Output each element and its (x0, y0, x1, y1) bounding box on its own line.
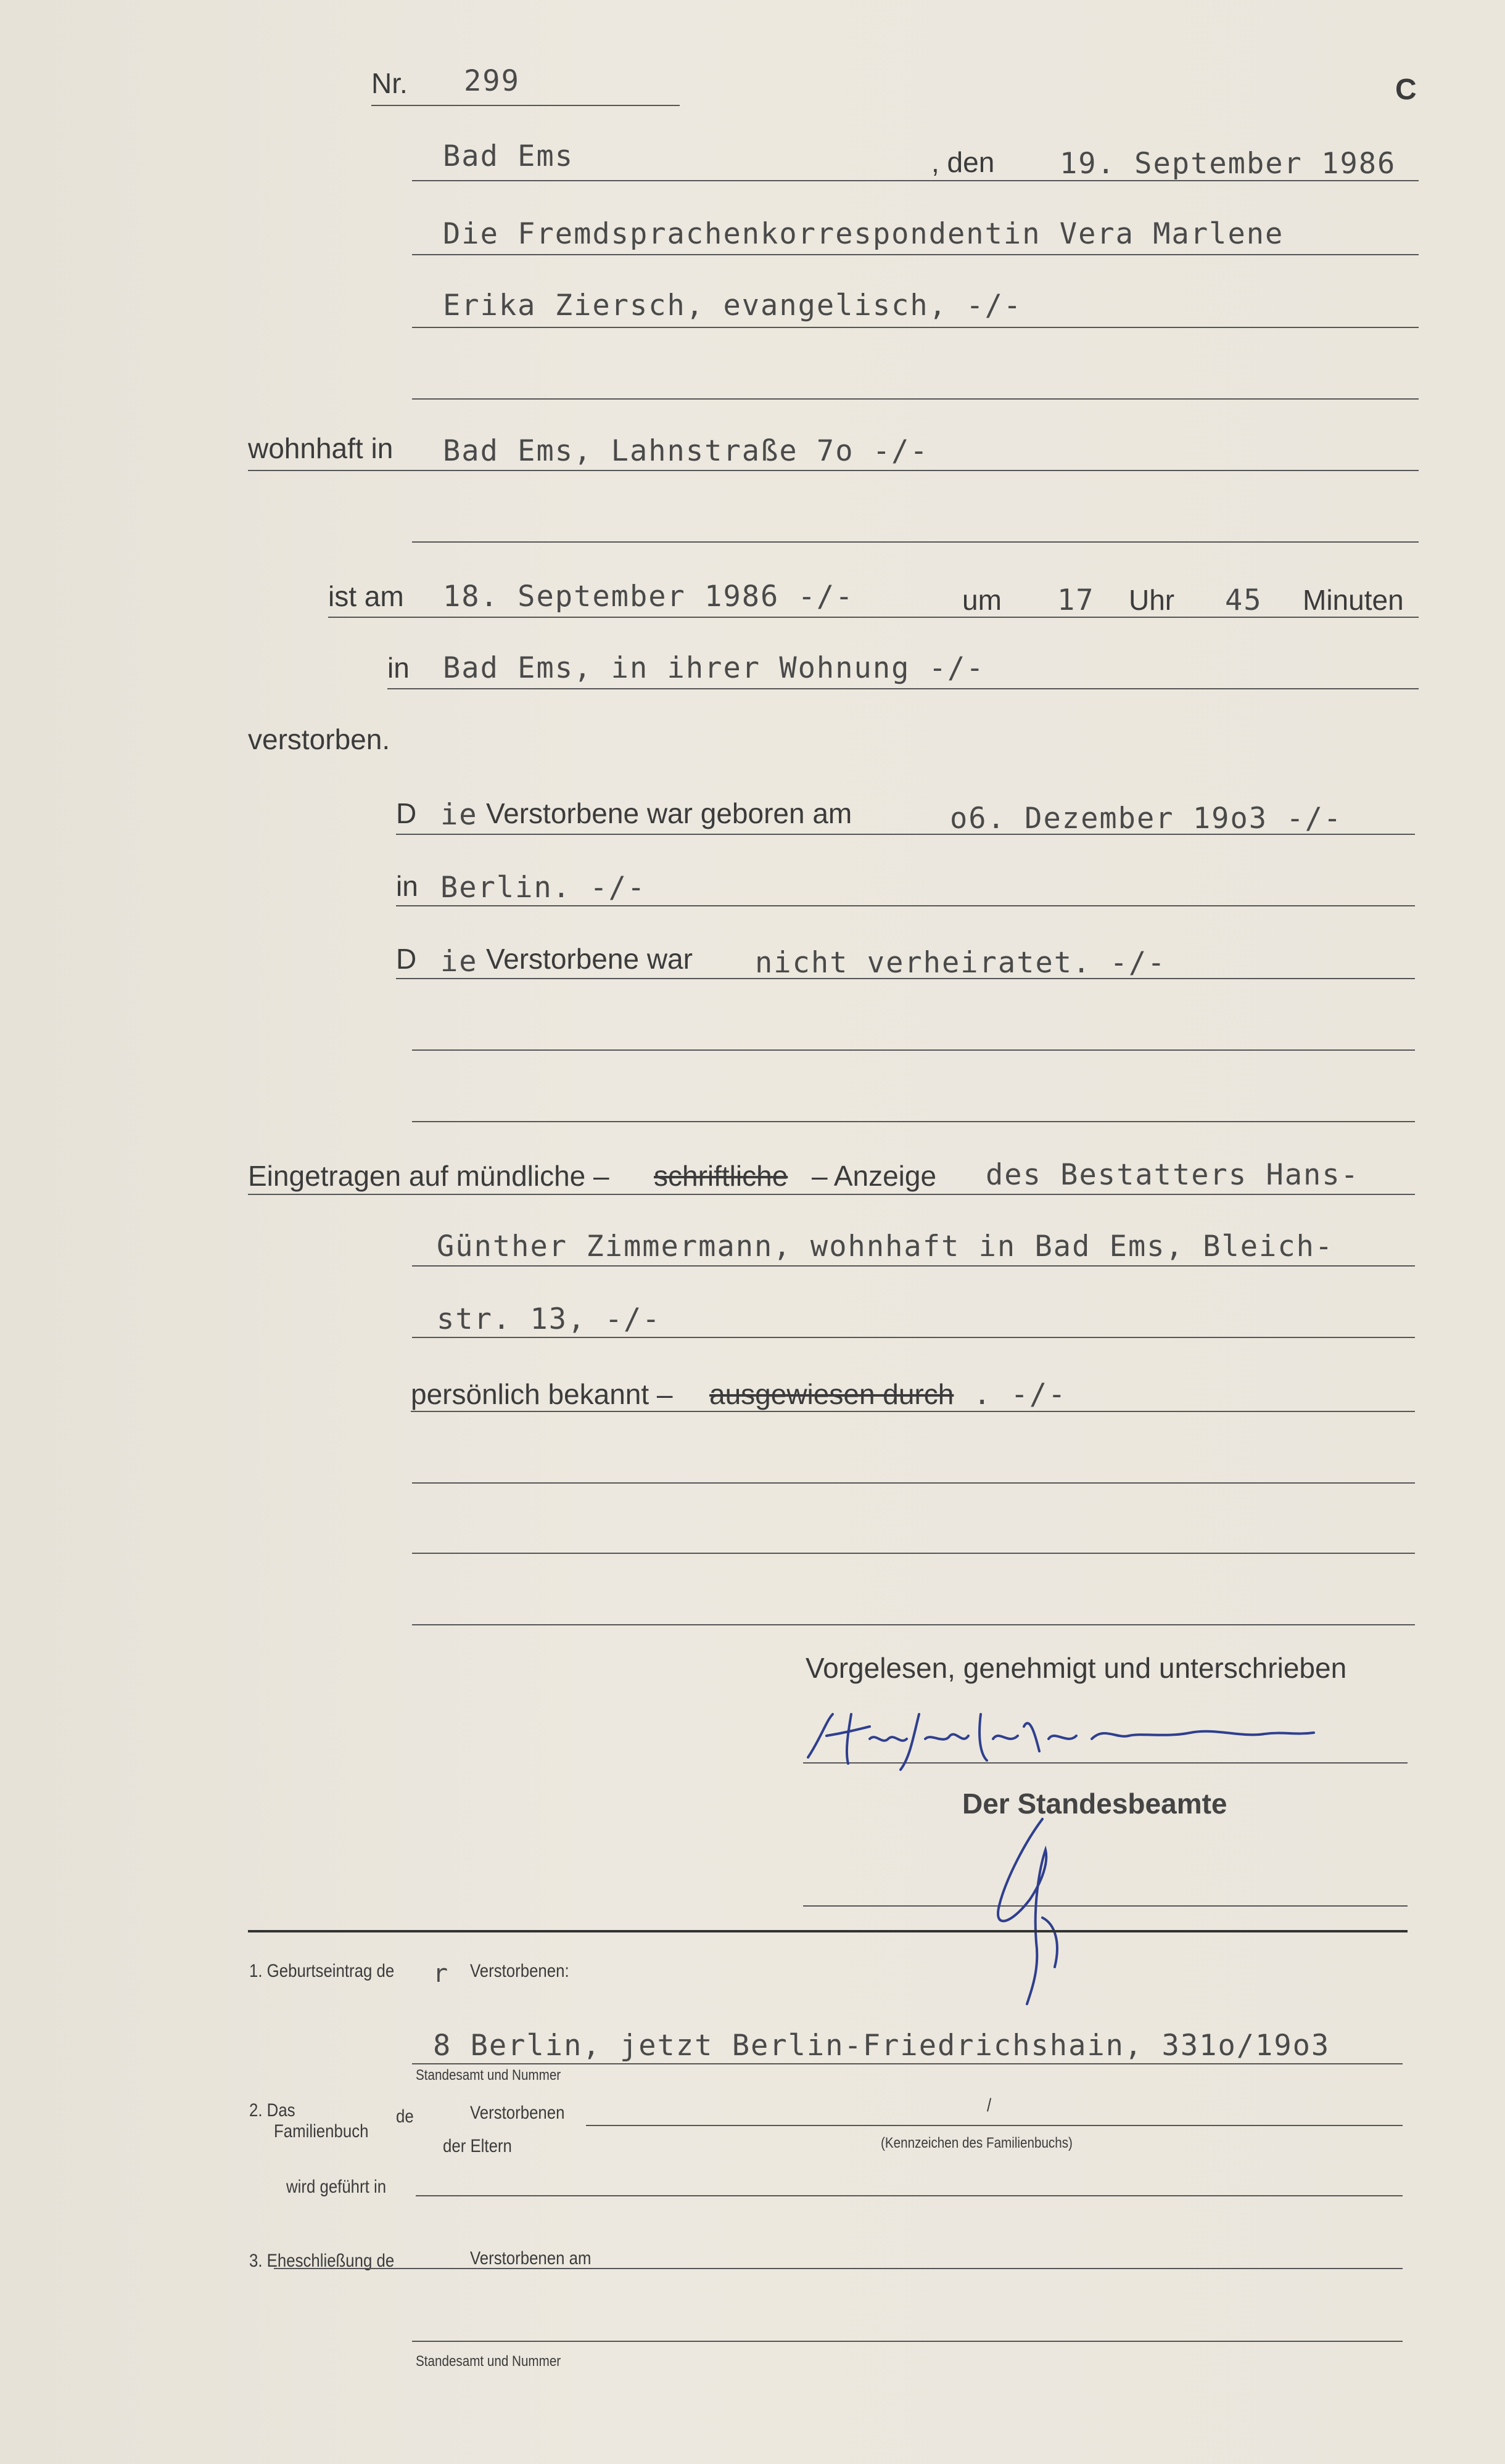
blank-rule-4 (412, 1121, 1415, 1122)
blank-rule-5 (412, 1482, 1415, 1484)
birth-date-rule (396, 834, 1415, 835)
blank-rule-3 (412, 1049, 1415, 1051)
signature-caption: Vorgelesen, genehmigt und unterschrieben (806, 1652, 1347, 1684)
birth-d-label: D (396, 797, 417, 829)
item3-label: 3. Eheschließung de (249, 2251, 395, 2271)
blank-rule-2 (412, 541, 1419, 543)
death-date: 18. September 1986 -/- (443, 580, 854, 614)
death-in-label: in (387, 652, 410, 684)
birth-date: o6. Dezember 19o3 -/- (950, 802, 1343, 836)
residence-rule (248, 470, 1419, 471)
item2-wird-rule (416, 2195, 1403, 2196)
verstorben-label: verstorben. (248, 723, 390, 755)
place-value: Bad Ems (443, 139, 574, 173)
minuten-label: Minuten (1303, 584, 1404, 616)
official-rule (803, 1905, 1408, 1907)
registration-rule-2 (412, 1265, 1415, 1267)
nr-value: 299 (464, 64, 520, 98)
marital-d-label: D (396, 943, 417, 975)
person-line-2: Erika Ziersch, evangelisch, -/- (443, 289, 1023, 322)
item1-typed: r (433, 1960, 450, 1988)
uhr-label: Uhr (1129, 584, 1175, 616)
item1-rule (412, 2063, 1403, 2064)
person-line-2-rule (412, 327, 1419, 328)
marital-rule (396, 978, 1415, 979)
blank-rule-6 (412, 1553, 1415, 1554)
informant-signature (796, 1702, 1400, 1776)
marital-d-typed: ie (440, 945, 478, 979)
birth-label: Verstorbene war geboren am (486, 797, 852, 829)
item1-standesamt-label: Standesamt und Nummer (416, 2067, 561, 2084)
item3-standesamt-label: Standesamt und Nummer (416, 2353, 561, 2370)
den-label: , den (931, 146, 995, 178)
birth-place: Berlin. -/- (440, 871, 646, 905)
person-line-1-rule (412, 254, 1419, 255)
death-minutes: 45 (1225, 583, 1263, 617)
marital-value: nicht verheiratet. -/- (755, 946, 1166, 980)
blank-rule-7 (412, 1624, 1415, 1625)
death-place-rule (387, 688, 1419, 689)
registration-label-a: Eingetragen auf mündliche – (248, 1160, 609, 1192)
item2-kennzeichen: (Kennzeichen des Familienbuchs) (881, 2135, 1073, 2151)
item2-wird-gefuehrt: wird geführt in (286, 2177, 387, 2197)
item2-slash: / (987, 2095, 992, 2116)
registration-rule-3 (412, 1337, 1415, 1338)
item2-de: de (396, 2106, 414, 2127)
residence-value: Bad Ems, Lahnstraße 7o -/- (443, 434, 929, 468)
registration-typed-3: str. 13, -/- (437, 1302, 661, 1336)
item1-suffix: Verstorbenen: (470, 1961, 569, 1981)
wohnhaft-label: wohnhaft in (248, 432, 394, 464)
registration-struck: schriftliche (654, 1160, 788, 1192)
birth-d-typed: ie (440, 798, 478, 832)
death-date-rule (328, 617, 1419, 618)
um-label: um (962, 584, 1002, 616)
item2-verstorbenen: Verstorbenen (470, 2103, 565, 2123)
nr-label: Nr. (371, 67, 408, 99)
known-typed: . -/- (973, 1378, 1067, 1411)
registration-typed-1: des Bestatters Hans- (986, 1158, 1359, 1192)
birth-in-label: in (396, 870, 418, 902)
item1-label: 1. Geburtseintrag de (249, 1961, 395, 1981)
item2-num: 2. Das (249, 2100, 295, 2121)
known-label-a: persönlich bekannt – (411, 1378, 673, 1410)
death-place: Bad Ems, in ihrer Wohnung -/- (443, 651, 985, 685)
nr-underline (371, 105, 680, 106)
person-line-1: Die Fremdsprachenkorrespondentin Vera Marlene (443, 217, 1284, 251)
item2-familienbuch: Familienbuch (274, 2121, 369, 2142)
item3-suffix: Verstorbenen am (470, 2248, 592, 2269)
section-divider (248, 1930, 1408, 1932)
registration-typed-2: Günther Zimmermann, wohnhaft in Bad Ems, Bleich- (437, 1230, 1334, 1263)
birth-place-rule (396, 905, 1415, 906)
death-hour: 17 (1057, 583, 1095, 617)
item2-rule (586, 2125, 1403, 2126)
registration-label-b: – Anzeige (812, 1160, 937, 1192)
official-signature (975, 1807, 1086, 2016)
item3-standesamt-rule (412, 2341, 1403, 2342)
item1-value: 8 Berlin, jetzt Berlin-Friedrichshain, 331o/19o3 (433, 2029, 1330, 2063)
date-value: 19. September 1986 (1060, 147, 1396, 181)
marital-label: Verstorbene war (486, 943, 693, 975)
corner-letter: C (1395, 73, 1417, 106)
known-struck: ausgewiesen durch (709, 1378, 954, 1410)
item3-rule (274, 2268, 1403, 2269)
blank-rule-1 (412, 398, 1419, 400)
registration-rule-1 (248, 1194, 1415, 1195)
item2-eltern: der Eltern (443, 2136, 512, 2156)
place-date-line (412, 180, 1419, 181)
known-rule (411, 1411, 1415, 1412)
official-title: Der Standesbeamte (962, 1788, 1227, 1820)
ist-am-label: ist am (328, 580, 404, 612)
